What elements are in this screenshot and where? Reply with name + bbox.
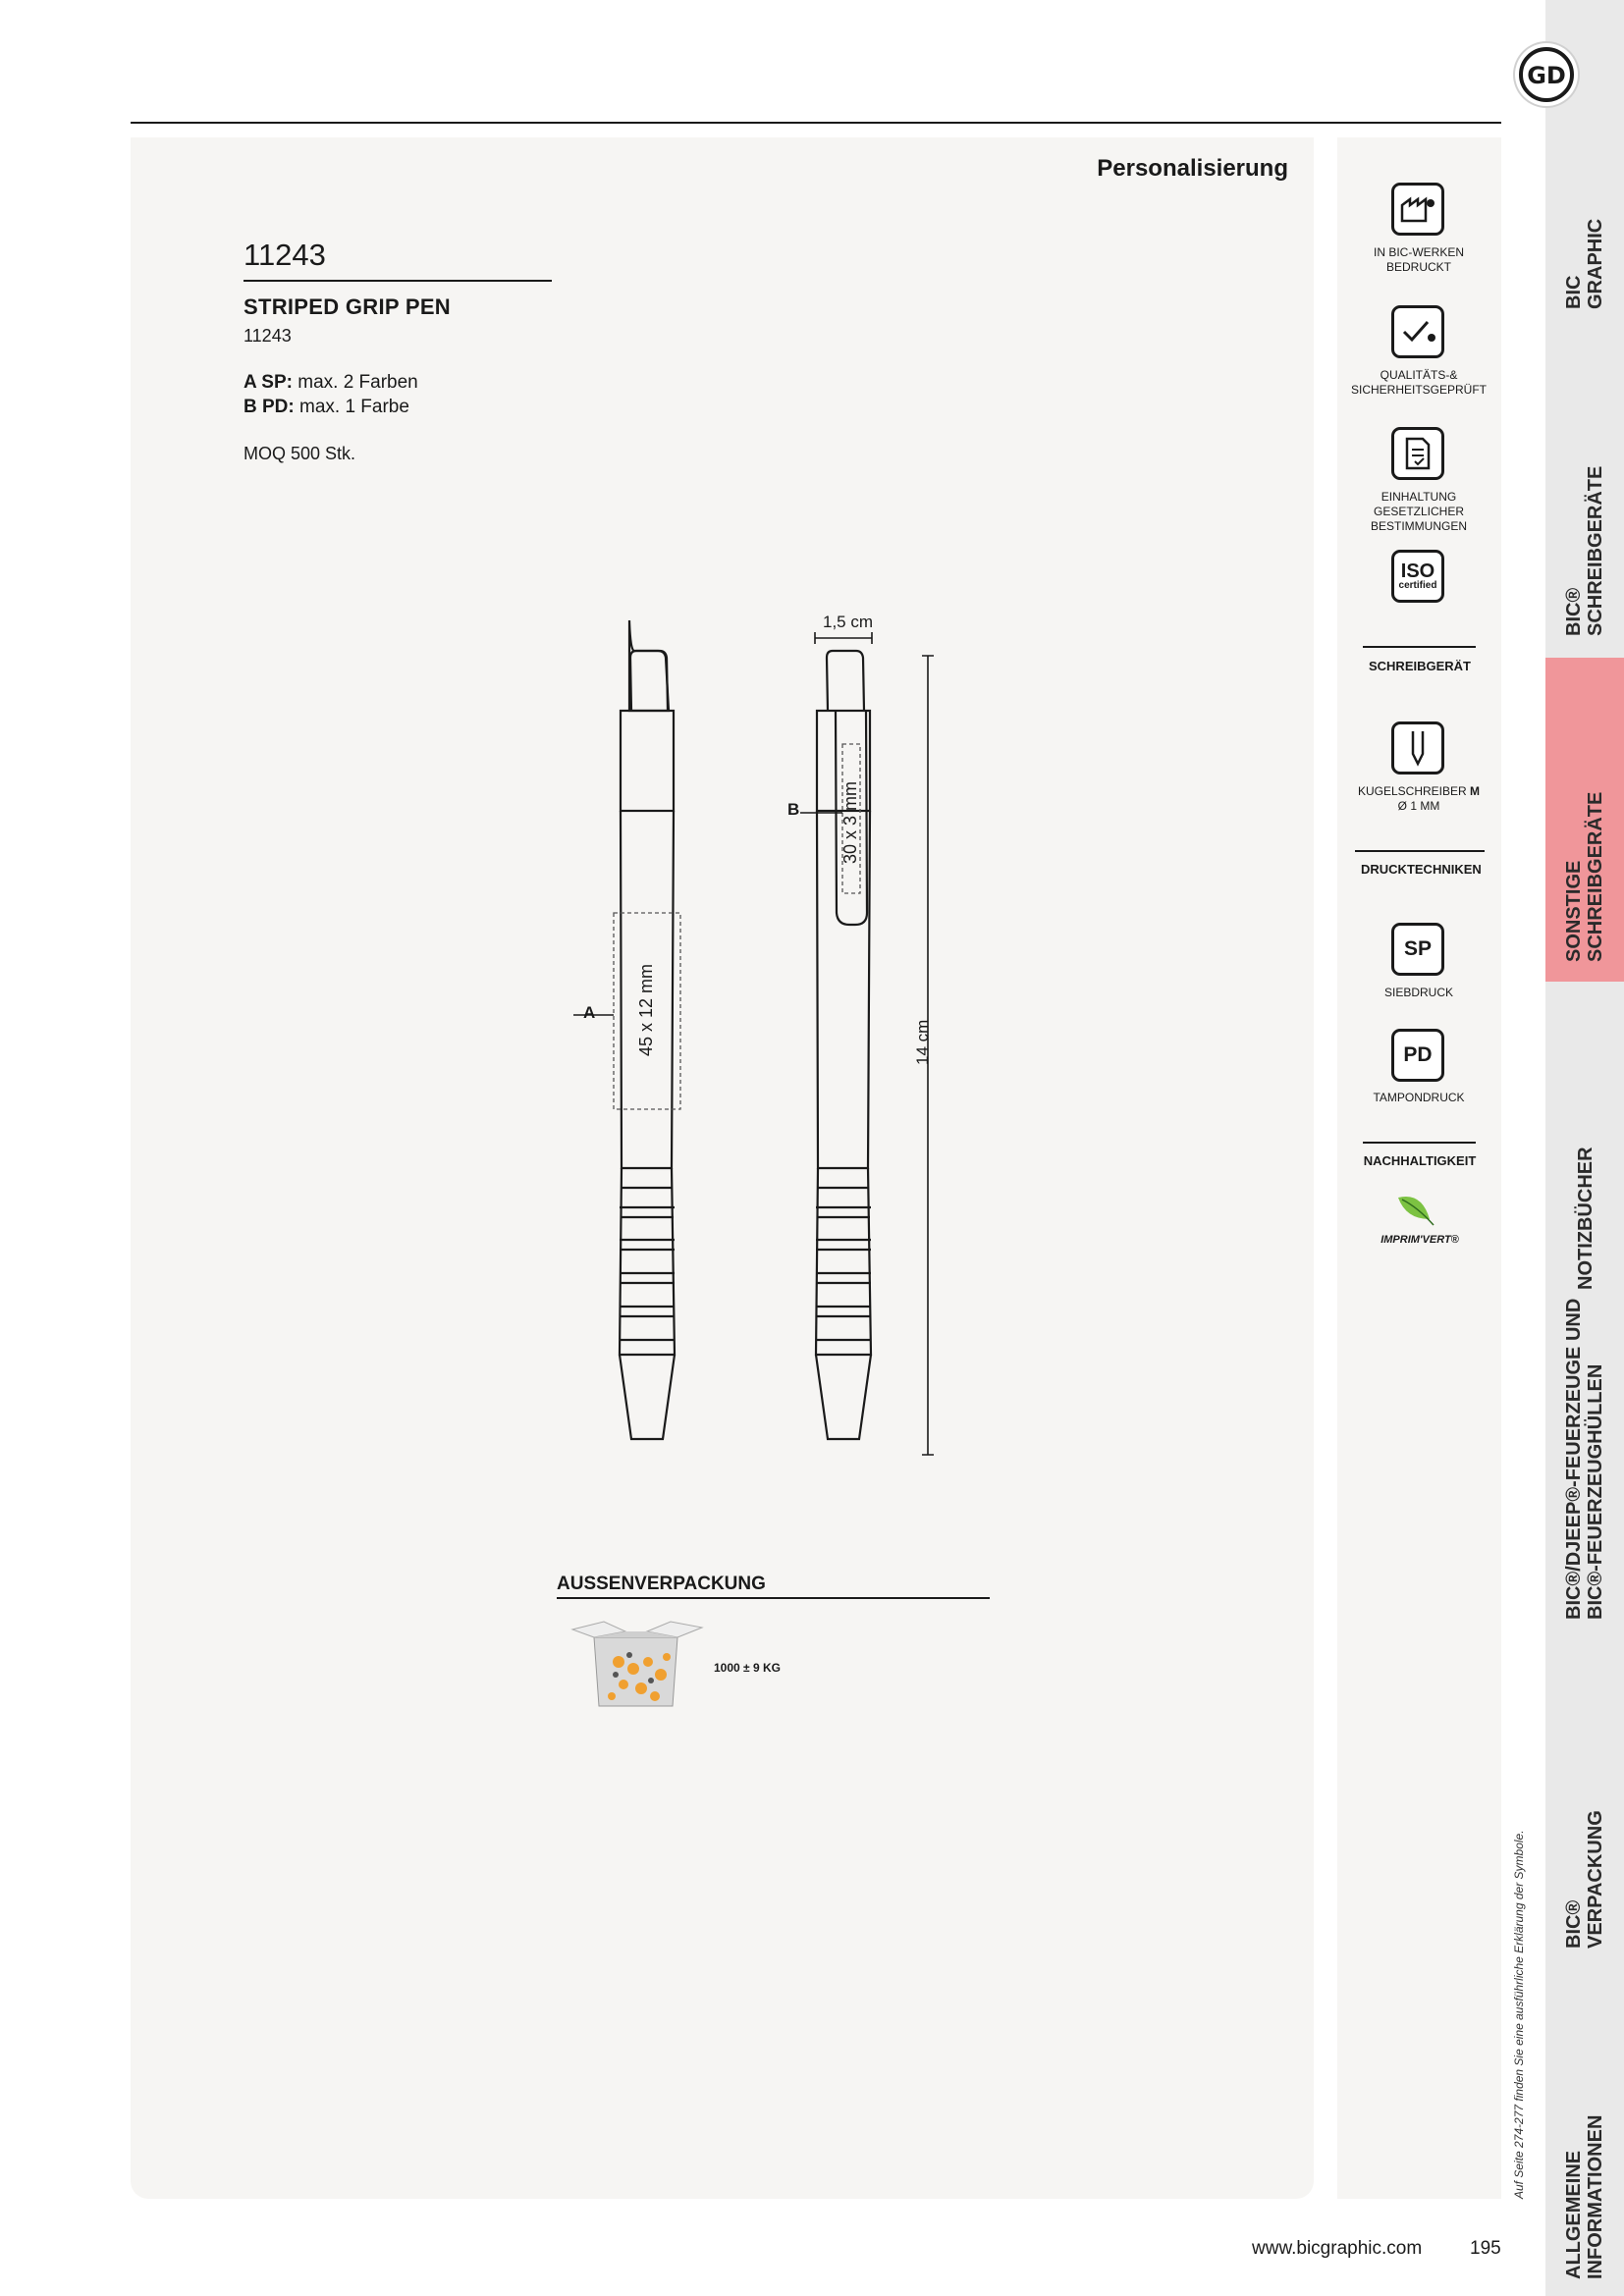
section-title: Personalisierung: [1097, 155, 1288, 182]
product-number: 11243: [244, 238, 326, 272]
page-number: 195: [1470, 2238, 1501, 2259]
side-rule-writing: [1363, 646, 1476, 648]
ballpoint-size: M: [1470, 784, 1481, 798]
packaging-title: AUSSENVERPACKUNG: [557, 1574, 766, 1594]
regulation-document-icon: [1391, 427, 1444, 480]
tab-allgemeine-informationen[interactable]: [1545, 2110, 1624, 2296]
tab-feuerzeuge-line1: BIC®/DJEEP®-FEUERZEUGE UND: [1563, 1298, 1585, 1620]
ballpoint-label-1: KUGELSCHREIBER: [1357, 784, 1467, 798]
quality-check-label: [1345, 368, 1492, 398]
tab-bic-schreibgeraete[interactable]: [1545, 412, 1624, 648]
tab-bic-graphic[interactable]: [1545, 157, 1624, 353]
logo: [1515, 43, 1578, 106]
spec-b-label: B PD:: [244, 397, 295, 417]
pen-side-tip: [816, 1355, 871, 1439]
tampondruck-label: TAMPONDRUCK: [1373, 1091, 1465, 1104]
factory-print-label-1: IN BIC-WERKEN: [1373, 245, 1464, 259]
packaging-value: 1000 ± 9 KG: [714, 1661, 781, 1675]
tampondruck-badge: PD: [1403, 1043, 1433, 1066]
quality-check-label-2: SICHERHEITSGEPRÜFT: [1350, 383, 1487, 397]
tab-sonstige-schreibgeraete[interactable]: [1545, 658, 1624, 982]
leaf-icon: [1392, 1190, 1441, 1229]
product-name: STRIPED GRIP PEN: [244, 294, 451, 319]
ballpoint-icon: [1391, 721, 1444, 774]
imprimvert-label: IMPRIM'VERT®: [1380, 1234, 1459, 1246]
pen-side-grip-stripes: [816, 1188, 871, 1340]
pen-front-cap: [629, 620, 669, 711]
side-rule-print: [1355, 850, 1485, 852]
tab-bic-schreibgeraete-line1: BIC®: [1563, 587, 1585, 636]
width-label: 1,5 cm: [823, 613, 874, 631]
tab-bic-schreibgeraete-line2: SCHREIBGERÄTE: [1585, 465, 1606, 636]
spec-a: [244, 372, 418, 394]
factory-print-icon: [1391, 183, 1444, 236]
tab-feuerzeuge-line2: BIC®-FEUERZEUGHÜLLEN: [1585, 1363, 1606, 1620]
pen-side-button: [827, 651, 864, 711]
ballpoint-label: [1345, 784, 1492, 814]
tab-bic-graphic-line2: GRAPHIC: [1585, 218, 1606, 309]
siebdruck-icon: [1391, 923, 1444, 976]
width-dimension-line: [815, 632, 872, 644]
tab-verpackung[interactable]: [1545, 1806, 1624, 2002]
height-label: 14 cm: [913, 1019, 932, 1065]
factory-print-label: [1345, 245, 1492, 275]
tab-notizbuecher-line1: NOTIZBÜCHER: [1575, 1147, 1597, 1290]
spec-b: [244, 397, 409, 418]
spec-b-value: max. 1 Farbe: [294, 397, 409, 417]
iso-badge-line2: certified: [1398, 580, 1437, 591]
svg-text:GD: GD: [1527, 62, 1566, 89]
pen-drawing: [550, 589, 962, 1472]
print-area-a-size: 45 x 12 mm: [636, 963, 656, 1056]
marker-b: B: [787, 800, 800, 819]
regulation-label-1: EINHALTUNG GESETZLICHER: [1373, 490, 1464, 518]
heading-writing: SCHREIBGERÄT: [1368, 659, 1471, 673]
packaging-rule: [557, 1597, 990, 1599]
factory-print-label-2: BEDRUCKT: [1385, 260, 1451, 274]
siebdruck-label: SIEBDRUCK: [1383, 986, 1453, 999]
regulation-label: [1345, 490, 1492, 534]
tab-allgemeine-line2: INFORMATIONEN: [1585, 2114, 1606, 2279]
symbol-note: Auf Seite 274-277 finden Sie eine ausführliche Erklärung der Symbole.: [1512, 1830, 1526, 2199]
footer-url[interactable]: www.bicgraphic.com: [1252, 2238, 1423, 2259]
pen-front-grip: [620, 1168, 675, 1355]
heading-print: DRUCKTECHNIKEN: [1361, 862, 1482, 877]
heading-sustain: NACHHALTIGKEIT: [1363, 1153, 1477, 1168]
pen-front-button: [630, 651, 668, 711]
iso-badge-line1: ISO: [1400, 561, 1435, 582]
siebdruck-badge: SP: [1403, 937, 1432, 960]
tab-notizbuecher[interactable]: [1545, 1129, 1624, 1315]
top-rule: [131, 122, 1501, 124]
spec-a-value: max. 2 Farben: [292, 372, 418, 393]
marker-a: A: [583, 1003, 596, 1022]
tab-bic-graphic-line1: BIC: [1563, 275, 1585, 309]
side-rule-sustain: [1363, 1142, 1476, 1144]
iso-certified-icon: [1391, 550, 1444, 603]
tab-feuerzeuge[interactable]: [1545, 1298, 1624, 1629]
tab-allgemeine-line1: ALLGEMEINE: [1563, 2150, 1585, 2279]
tab-sonstige-line2: SCHREIBGERÄTE: [1585, 791, 1606, 962]
pen-front-clip-area: [621, 711, 674, 811]
pen-front-grip-stripes: [620, 1188, 675, 1340]
quality-check-icon: [1391, 305, 1444, 358]
tab-sonstige-line1: SONSTIGE: [1563, 860, 1585, 962]
quality-check-label-1: QUALITÄTS-&: [1380, 368, 1458, 382]
ballpoint-label-2: Ø 1 MM: [1397, 799, 1440, 813]
spec-a-label: A SP:: [244, 372, 293, 393]
regulation-label-2: BESTIMMUNGEN: [1370, 519, 1467, 533]
pen-front-tip: [620, 1355, 675, 1439]
tab-verpackung-line1: BIC®: [1563, 1899, 1585, 1949]
print-area-b-size: 30 x 3 mm: [840, 780, 860, 864]
product-sku: 11243: [244, 326, 292, 346]
product-rule: [244, 280, 552, 282]
pen-side-grip: [816, 1168, 871, 1355]
tampondruck-icon: [1391, 1029, 1444, 1082]
pen-side-barrel: [817, 811, 870, 1168]
moq: MOQ 500 Stk.: [244, 444, 356, 463]
tab-verpackung-line2: VERPACKUNG: [1585, 1810, 1606, 1949]
box-icon: [565, 1618, 717, 1711]
